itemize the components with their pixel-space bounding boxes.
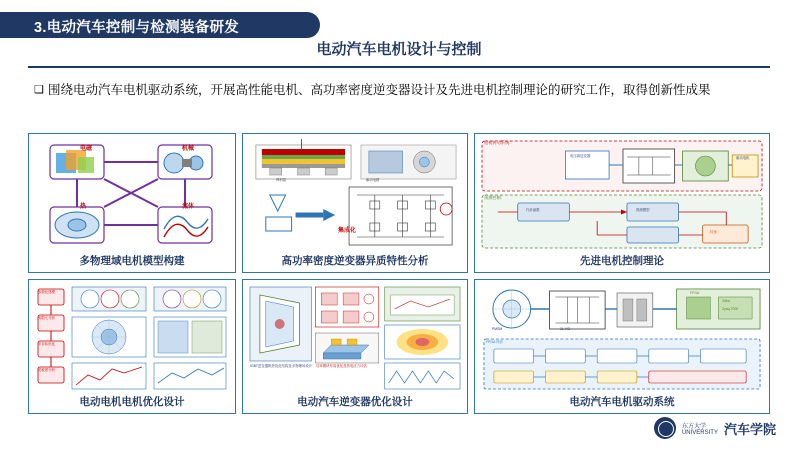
- figure-inverter-optimization: [242, 279, 468, 414]
- control-block-diagram-icon: [478, 137, 766, 252]
- figure-inverter-optimization-art: [246, 283, 464, 393]
- figure-caption: 多物理域电机模型构建: [79, 255, 185, 267]
- label-predictive-control: 预测控制：: [484, 195, 505, 200]
- label-solder-layer: 焊料层: [276, 178, 287, 182]
- label-integration: 集成化: [338, 228, 357, 234]
- figure-grid: [28, 133, 770, 414]
- label-2l-vsi: 2L-VSI: [560, 327, 571, 331]
- label-sensitivity-analysis: 灵敏度分析: [38, 368, 55, 372]
- label-electromagnetic: 电磁: [80, 146, 93, 152]
- label-multiobjective-optimization: 多目标优化: [38, 342, 55, 346]
- figure-advanced-control-art: [478, 137, 766, 252]
- label-voltage-source-inverter: 电压源逆变器: [570, 154, 591, 158]
- label-fluid: 流体: [182, 204, 195, 210]
- page-title: 电动汽车电机设计与控制: [316, 41, 482, 58]
- label-xilinx: Xilinx: [722, 299, 731, 303]
- bullet-text: 围绕电动汽车电机驱动系统，开展高性能电机、高功率密度逆变器设计及先进电机控制理论的研究工作，取得创新性成果: [48, 83, 711, 97]
- label-fpga: FPGA: [690, 291, 700, 295]
- figure-motor-optimization: [28, 279, 236, 414]
- figure-caption: 电动电机电机优化设计: [79, 396, 185, 408]
- university-mark-cn: 东方大学: [681, 423, 706, 430]
- figure-multiphysics-art: [32, 137, 232, 252]
- inverter-thermal-layout-icon: [246, 283, 464, 393]
- figure-caption: 先进电机控制理论: [580, 255, 664, 267]
- bullet-marker-icon: ❑: [34, 84, 44, 96]
- figure-caption: 电动汽车逆变器优化设计: [297, 396, 413, 408]
- label-thermal: 热: [80, 204, 87, 210]
- figure-multiphysics: [28, 133, 236, 273]
- multiphysics-diagram-icon: [32, 137, 232, 252]
- label-prediction-model: 预测模型: [636, 208, 650, 212]
- college-name: 汽车学院: [723, 421, 776, 437]
- label-mechanical: 机械: [182, 146, 195, 152]
- label-fea: 有限元分析: [38, 316, 55, 320]
- figure-caption: 电动汽车电机驱动系统: [569, 396, 675, 408]
- label-zynq: Zynq-7000: [722, 307, 739, 311]
- university-mark: [682, 421, 718, 436]
- label-cost-function: 代价函数: [526, 208, 540, 212]
- label-driver-circuit: 驱动电路: [366, 178, 380, 182]
- figure-motor-optimization-art: [32, 283, 232, 393]
- university-seal-icon: [654, 417, 676, 439]
- figure-inverter-heterogeneous: [242, 133, 468, 273]
- figure-caption: 高功率密度逆变器异质特性分析: [281, 255, 429, 267]
- label-drive-system: 电机传动系统：: [484, 140, 514, 145]
- inverter-stackup-icon: [246, 137, 464, 252]
- label-parametric-modeling: 参数化建模: [38, 290, 55, 294]
- figure-inverter-heterogeneous-art: [246, 137, 464, 252]
- figure-drive-system-art: [478, 283, 766, 393]
- label-drive-motor: 驱动电机: [736, 156, 750, 160]
- university-mark-en: UNIVERSITY: [681, 429, 718, 436]
- bullet-row: [34, 80, 770, 100]
- label-igbt-thermal-design: IGBT逆变器散热优化结构及多物理场设计: [250, 364, 313, 368]
- label-fpga-internal: FPGA 内部: [486, 340, 503, 344]
- label-pmsm: PMSM: [492, 327, 503, 331]
- figure-advanced-control: [474, 133, 770, 273]
- footer-logo: [654, 417, 776, 439]
- label-speed: 转速: [710, 230, 717, 234]
- label-power-module-layout: 功率模块布局优化及热电应力评估: [316, 364, 367, 368]
- optimization-flow-icon: [32, 283, 232, 393]
- figure-drive-system: [474, 279, 770, 414]
- title-divider: [28, 66, 770, 68]
- section-label: 3.电动汽车控制与检测装备研发: [34, 20, 240, 36]
